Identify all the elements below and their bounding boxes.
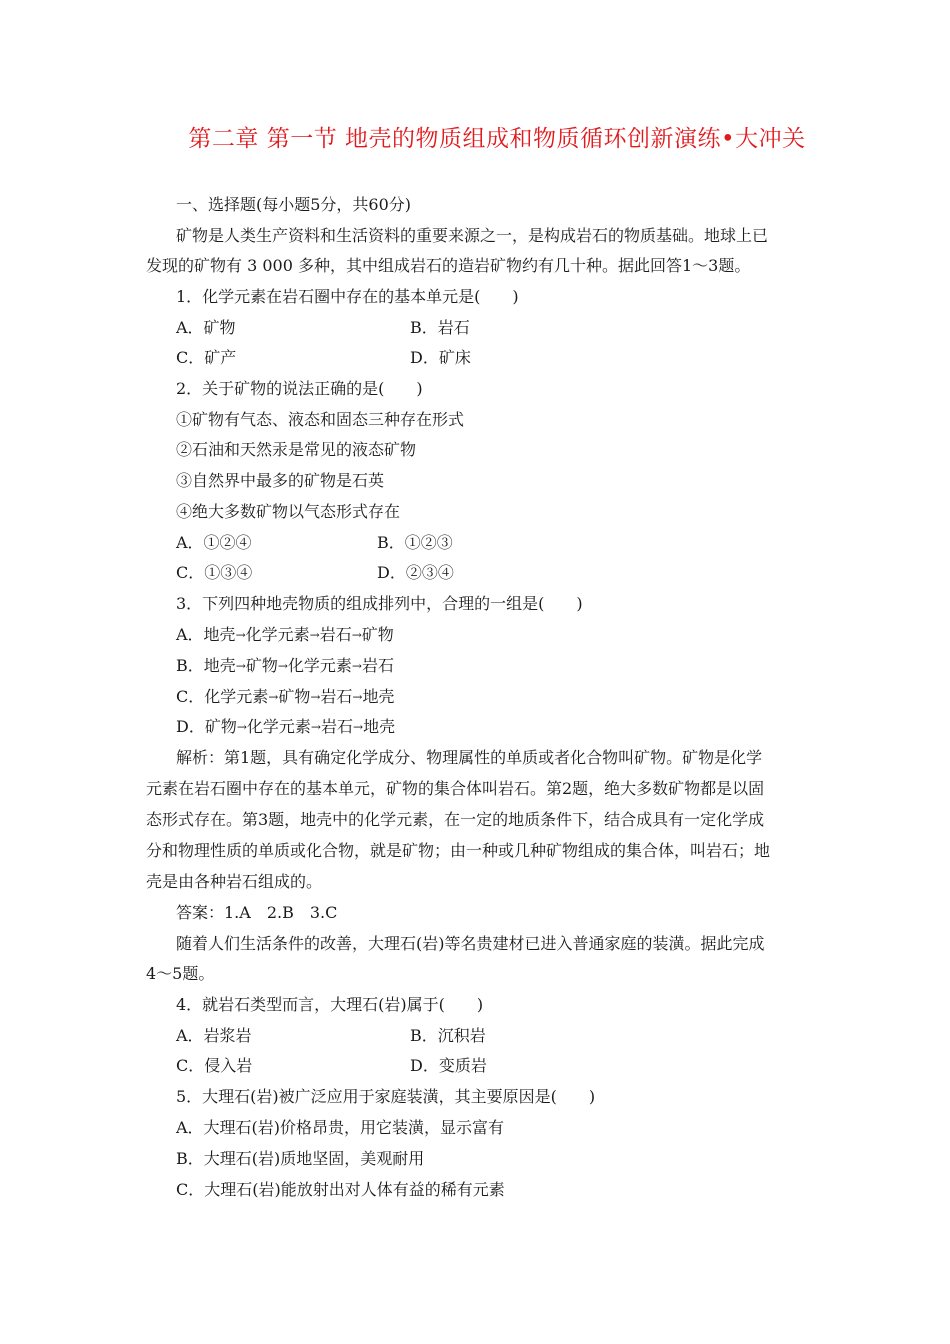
q2-option-c: C．①③④ <box>176 563 253 582</box>
q1-option-c: C．矿产 <box>176 348 237 367</box>
chain-item: 矿物 <box>361 625 394 644</box>
answer-line: 答案：1.A 2.B 3.C <box>176 903 338 922</box>
arrow-icon: → <box>310 690 321 704</box>
q2-option-b: B．①②③ <box>377 533 453 552</box>
chain-item: D．矿物 <box>176 717 237 736</box>
chain-item: 岩石 <box>320 717 353 736</box>
q1-option-d: D．矿床 <box>410 348 471 367</box>
chain-item: C．化学元素 <box>176 687 269 706</box>
chain-item: 化学元素 <box>287 656 352 675</box>
section-heading: 一、选择题(每小题5分，共60分) <box>176 195 412 214</box>
arrow-icon: → <box>309 628 320 642</box>
arrow-icon: → <box>268 690 279 704</box>
chain-item: 岩石 <box>361 656 394 675</box>
q2-option-a: A．①②④ <box>176 533 252 552</box>
question-2-stem: 2．关于矿物的说法正确的是( ) <box>176 379 423 398</box>
analysis-line: 分和物理性质的单质或化合物，就是矿物；由一种或几种矿物组成的集合体，叫岩石；地 <box>146 841 771 860</box>
chain-item: B．地壳 <box>176 656 236 675</box>
q4-option-b: B．沉积岩 <box>410 1026 486 1045</box>
chain-item: 矿物 <box>278 687 311 706</box>
chain-item: 地壳 <box>363 717 396 736</box>
arrow-icon: → <box>353 720 364 734</box>
intro-paragraph-line: 矿物是人类生产资料和生活资料的重要来源之一，是构成岩石的物质基础。地球上已 <box>176 226 769 245</box>
intro-paragraph-line: 4～5题。 <box>146 964 215 983</box>
intro-paragraph-line: 发现的矿物有 3 000 多种，其中组成岩石的造岩矿物约有几十种。据此回答1～3题。 <box>146 256 751 275</box>
chain-item: 岩石 <box>320 687 353 706</box>
question-1-stem: 1．化学元素在岩石圈中存在的基本单元是( ) <box>176 287 519 306</box>
question-4-stem: 4．就岩石类型而言，大理石(岩)属于( ) <box>176 995 484 1014</box>
q5-option-b: B．大理石(岩)质地坚固，美观耐用 <box>176 1149 425 1168</box>
analysis-line: 壳是由各种岩石组成的。 <box>146 872 323 891</box>
q4-option-a: A．岩浆岩 <box>176 1026 252 1045</box>
q4-option-c: C．侵入岩 <box>176 1056 253 1075</box>
q5-option-c: C．大理石(岩)能放射出对人体有益的稀有元素 <box>176 1180 505 1199</box>
q2-option-d: D．②③④ <box>377 563 454 582</box>
q3-option-b <box>176 656 394 676</box>
q2-statement-1: ①矿物有气态、液态和固态三种存在形式 <box>176 410 465 429</box>
arrow-icon: → <box>277 659 288 673</box>
chain-item: 化学元素 <box>246 717 311 736</box>
chain-item: 岩石 <box>319 625 352 644</box>
chain-item: 地壳 <box>362 687 395 706</box>
arrow-icon: → <box>351 628 362 642</box>
q3-option-c <box>176 687 394 707</box>
analysis-line: 态形式存在。第3题，地壳中的化学元素，在一定的地质条件下，结合成具有一定化学成 <box>146 810 765 829</box>
q3-option-a <box>176 625 394 645</box>
arrow-icon: → <box>235 628 246 642</box>
analysis-line: 元素在岩石圈中存在的基本单元，矿物的集合体叫岩石。第2题，绝大多数矿物都是以固 <box>146 779 765 798</box>
q1-option-a: A．矿物 <box>176 318 236 337</box>
question-3-stem: 3．下列四种地壳物质的组成排列中，合理的一组是( ) <box>176 594 583 613</box>
q1-option-b: B．岩石 <box>410 318 470 337</box>
chain-item: A．地壳 <box>176 625 236 644</box>
chain-item: 矿物 <box>245 656 278 675</box>
arrow-icon: → <box>236 720 247 734</box>
arrow-icon: → <box>310 720 321 734</box>
q2-statement-3: ③自然界中最多的矿物是石英 <box>176 471 385 490</box>
chain-item: 化学元素 <box>245 625 310 644</box>
intro-paragraph-line: 随着人们生活条件的改善，大理石(岩)等名贵建材已进入普通家庭的装潢。据此完成 <box>176 934 765 953</box>
q2-statement-4: ④绝大多数矿物以气态形式存在 <box>176 502 401 521</box>
analysis-line: 解析：第1题，具有确定化学成分、物理属性的单质或者化合物叫矿物。矿物是化学 <box>176 748 763 767</box>
q2-statement-2: ②石油和天然汞是常见的液态矿物 <box>176 440 417 459</box>
document-title: 第二章 第一节 地壳的物质组成和物质循环创新演练•大冲关 <box>188 126 806 152</box>
arrow-icon: → <box>235 659 246 673</box>
arrow-icon: → <box>351 659 362 673</box>
q5-option-a: A．大理石(岩)价格昂贵，用它装潢，显示富有 <box>176 1118 505 1137</box>
q4-option-d: D．变质岩 <box>410 1056 487 1075</box>
question-5-stem: 5．大理石(岩)被广泛应用于家庭装潢，其主要原因是( ) <box>176 1087 596 1106</box>
arrow-icon: → <box>352 690 363 704</box>
q3-option-d <box>176 717 395 737</box>
